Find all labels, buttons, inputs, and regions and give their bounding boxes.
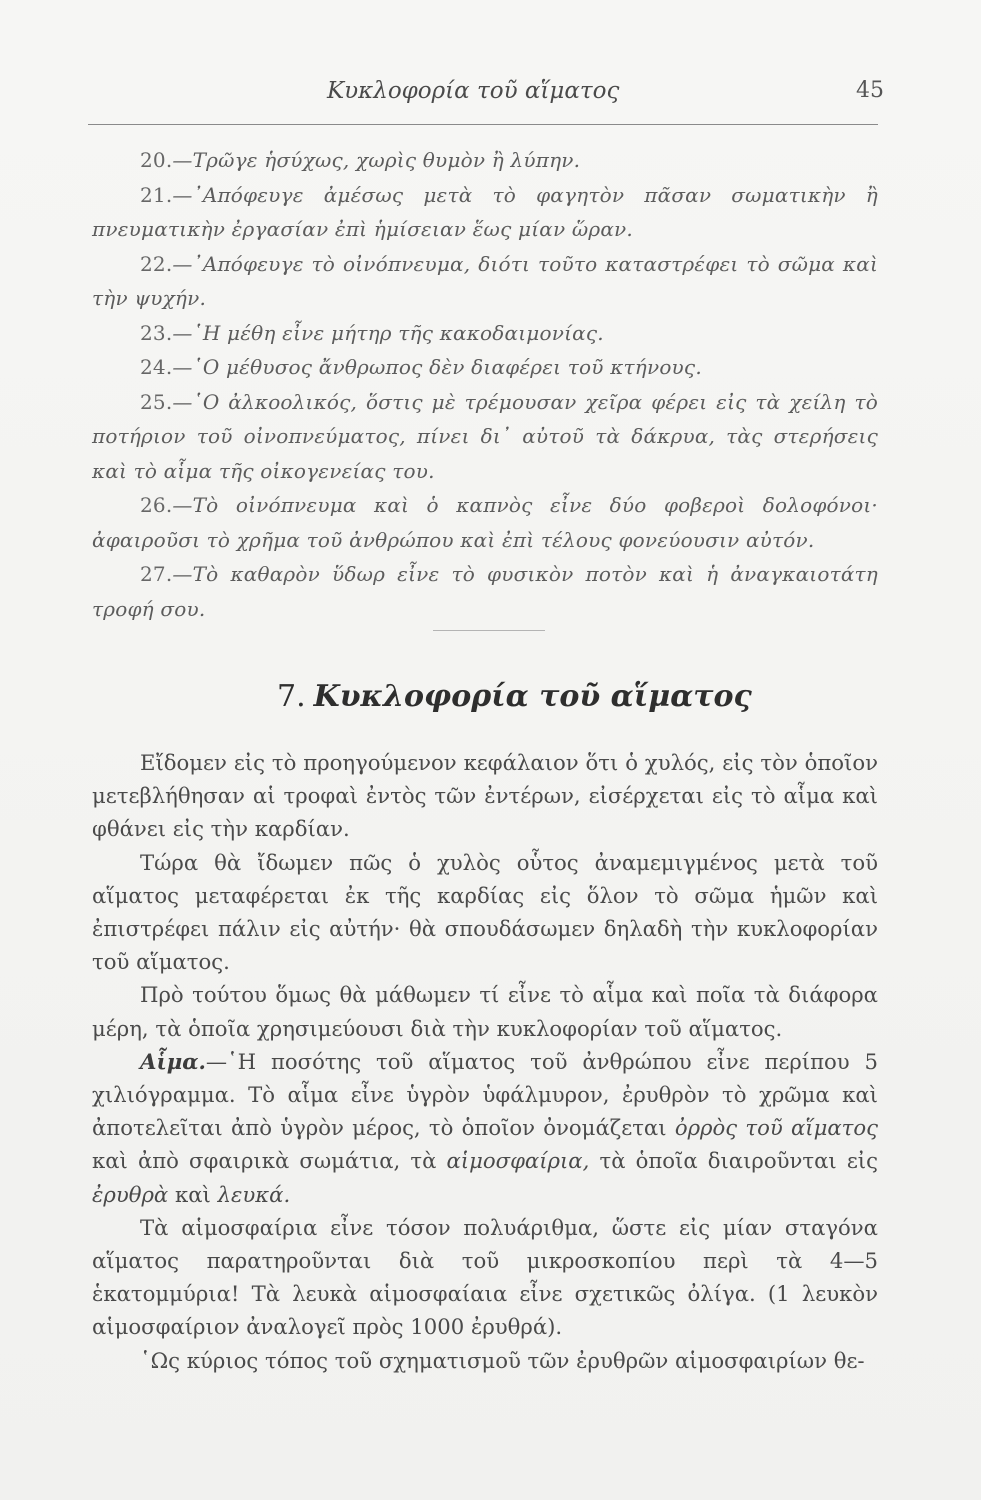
- red-cells-term: ἐρυθρὰ: [92, 1181, 169, 1207]
- maxim-text: —῾Ο ἀλκοολικός, ὅστις μὲ τρέμουσαν χεῖρα φέρει εἰς τὰ χείλη τὸ ποτήριον τοῦ οἰνοπνεύματος, πίνει δι᾿ αὐτοῦ τὰ δάκρυα, τὰς στερήσεις καὶ τὸ αἷμα τῆς οἰκογενείας του.: [92, 389, 878, 483]
- maxim-23: [92, 316, 878, 351]
- white-cells-term: λευκά.: [217, 1181, 291, 1207]
- paragraph-4: [92, 1045, 878, 1211]
- maxim-22: [92, 247, 878, 316]
- maxim-text: —῾Ο μέθυσος ἄνθρωπος δὲν διαφέρει τοῦ κτήνους.: [172, 355, 702, 379]
- maxim-20: [92, 143, 878, 178]
- paragraph-2: Τώρα θὰ ἴδωμεν πῶς ὁ χυλὸς οὗτος ἀναμεμιγμένος μετὰ τοῦ αἵματος μεταφέρεται ἐκ τῆς καρδίας εἰς ὅλον τὸ σῶμα ἡμῶν καὶ ἐπιστρέφει πάλιν εἰς αὐτήν· θὰ σπουδάσωμεν δηλαδὴ τὴν κυκλοφορίαν τοῦ αἵματος.: [92, 849, 878, 975]
- paragraph-4-text-b: καὶ ἀπὸ σφαιρικὰ σωμάτια, τὰ: [92, 1148, 437, 1174]
- maxim-text: —Τὸ καθαρὸν ὕδωρ εἶνε τὸ φυσικὸν ποτὸν καὶ ἡ ἀναγκαιοτάτη τροφή σου.: [92, 562, 878, 621]
- maxim-21: [92, 178, 878, 247]
- maxim-number: 21.: [140, 182, 173, 207]
- maxims-list: [92, 143, 878, 626]
- maxim-25: [92, 385, 878, 489]
- paragraph-3: Πρὸ τούτου ὅμως θὰ μάθωμεν τί εἶνε τὸ αἷμα καὶ ποῖα τὰ διάφορα μέρη, τὰ ὁποῖα χρησιμεύουσι διὰ τὴν κυκλοφορίαν τοῦ αἵματος.: [92, 982, 878, 1041]
- paragraph-1: Εἴδομεν εἰς τὸ προηγούμενον κεφάλαιον ὅτι ὁ χυλός, εἰς τὸν ὁποῖον μετεβλήθησαν αἱ τροφαὶ ἐντὸς τῶν ἐντέρων, εἰσέρχεται εἰς τὸ αἷμα καὶ φθάνει εἰς τὴν καρδίαν.: [92, 750, 878, 842]
- header-rule: [88, 124, 878, 125]
- blood-cells-term: αἱμοσφαίρια,: [446, 1148, 590, 1174]
- paragraph-4-text-a: —῾Η ποσότης τοῦ αἵματος τοῦ ἀνθρώπου εἶνε περίπου 5 χιλιόγραμμα. Τὸ αἷμα εἶνε ὑγρὸν ὑφάλμυρον, ἐρυθρὸν τὸ χρῶμα καὶ ἀποτελεῖται ἀπὸ ὑγρὸν μέρος, τὸ ὁποῖον ὀνομάζεται: [92, 1048, 878, 1141]
- paragraph-4-text-c: τὰ ὁποῖα διαιροῦνται εἰς: [599, 1148, 878, 1174]
- maxim-number: 25.: [140, 389, 173, 414]
- maxim-number: 27.: [140, 562, 173, 586]
- maxim-number: 22.: [140, 251, 173, 276]
- maxim-26: [92, 488, 878, 557]
- blood-term: Αἷμα.: [140, 1048, 206, 1074]
- section-divider: [433, 630, 545, 631]
- maxim-27: [92, 557, 878, 626]
- maxim-number: 23.: [140, 320, 173, 345]
- chapter-number: 7.: [277, 679, 306, 714]
- paragraph-4-text-d: καὶ: [174, 1181, 211, 1207]
- maxim-number: 24.: [140, 355, 173, 379]
- page-number: 45: [856, 78, 884, 103]
- maxim-text: —᾿Απόφευγε τὸ οἰνόπνευμα, διότι τοῦτο καταστρέφει τὸ σῶμα καὶ τὴν ψυχήν.: [92, 251, 878, 310]
- paragraph-6: ῾Ως κύριος τόπος τοῦ σχηματισμοῦ τῶν ἐρυθρῶν αἱμοσφαιρίων θε-: [140, 1347, 865, 1373]
- running-header-title: Κυκλοφορία τοῦ αἵματος: [327, 78, 620, 104]
- maxim-24: [92, 350, 878, 385]
- maxim-text: —Τρῶγε ἡσύχως, χωρὶς θυμὸν ἢ λύπην.: [172, 148, 581, 172]
- maxim-text: —῾Η μέθη εἶνε μήτηρ τῆς κακοδαιμονίας.: [172, 320, 604, 345]
- serum-term: ὀρρὸς τοῦ αἵματος: [674, 1115, 878, 1141]
- paragraph-5: Τὰ αἱμοσφαίρια εἶνε τόσον πολυάριθμα, ὥστε εἰς μίαν σταγόνα αἵματος παρατηροῦνται διὰ τοῦ μικροσκοπίου περὶ τὰ 4—5 ἑκατομμύρια! Τὰ λευκὰ αἱμοσφαίαια εἶνε σχετικῶς ὀλίγα. (1 λευκὸν αἱμοσφαίριον ἀναλογεῖ πρὸς 1000 ἐρυθρά).: [92, 1214, 878, 1340]
- maxim-number: 20.: [140, 148, 173, 172]
- chapter-heading: [277, 679, 752, 714]
- maxim-number: 26.: [140, 493, 173, 517]
- maxim-text: —Τὸ οἰνόπνευμα καὶ ὁ καπνὸς εἶνε δύο φοβεροὶ δολοφόνοι· ἀφαιροῦσι τὸ χρῆμα τοῦ ἀνθρώπου καὶ ἐπὶ τέλους φονεύουσιν αὐτόν.: [92, 493, 878, 552]
- chapter-title: Κυκλοφορία τοῦ αἵματος: [313, 679, 752, 714]
- maxim-text: —᾿Απόφευγε ἀμέσως μετὰ τὸ φαγητὸν πᾶσαν σωματικὴν ἢ πνευματικὴν ἐργασίαν ἐπὶ ἡμίσειαν ἕως μίαν ὥραν.: [92, 182, 878, 241]
- chapter-body: [92, 746, 878, 1377]
